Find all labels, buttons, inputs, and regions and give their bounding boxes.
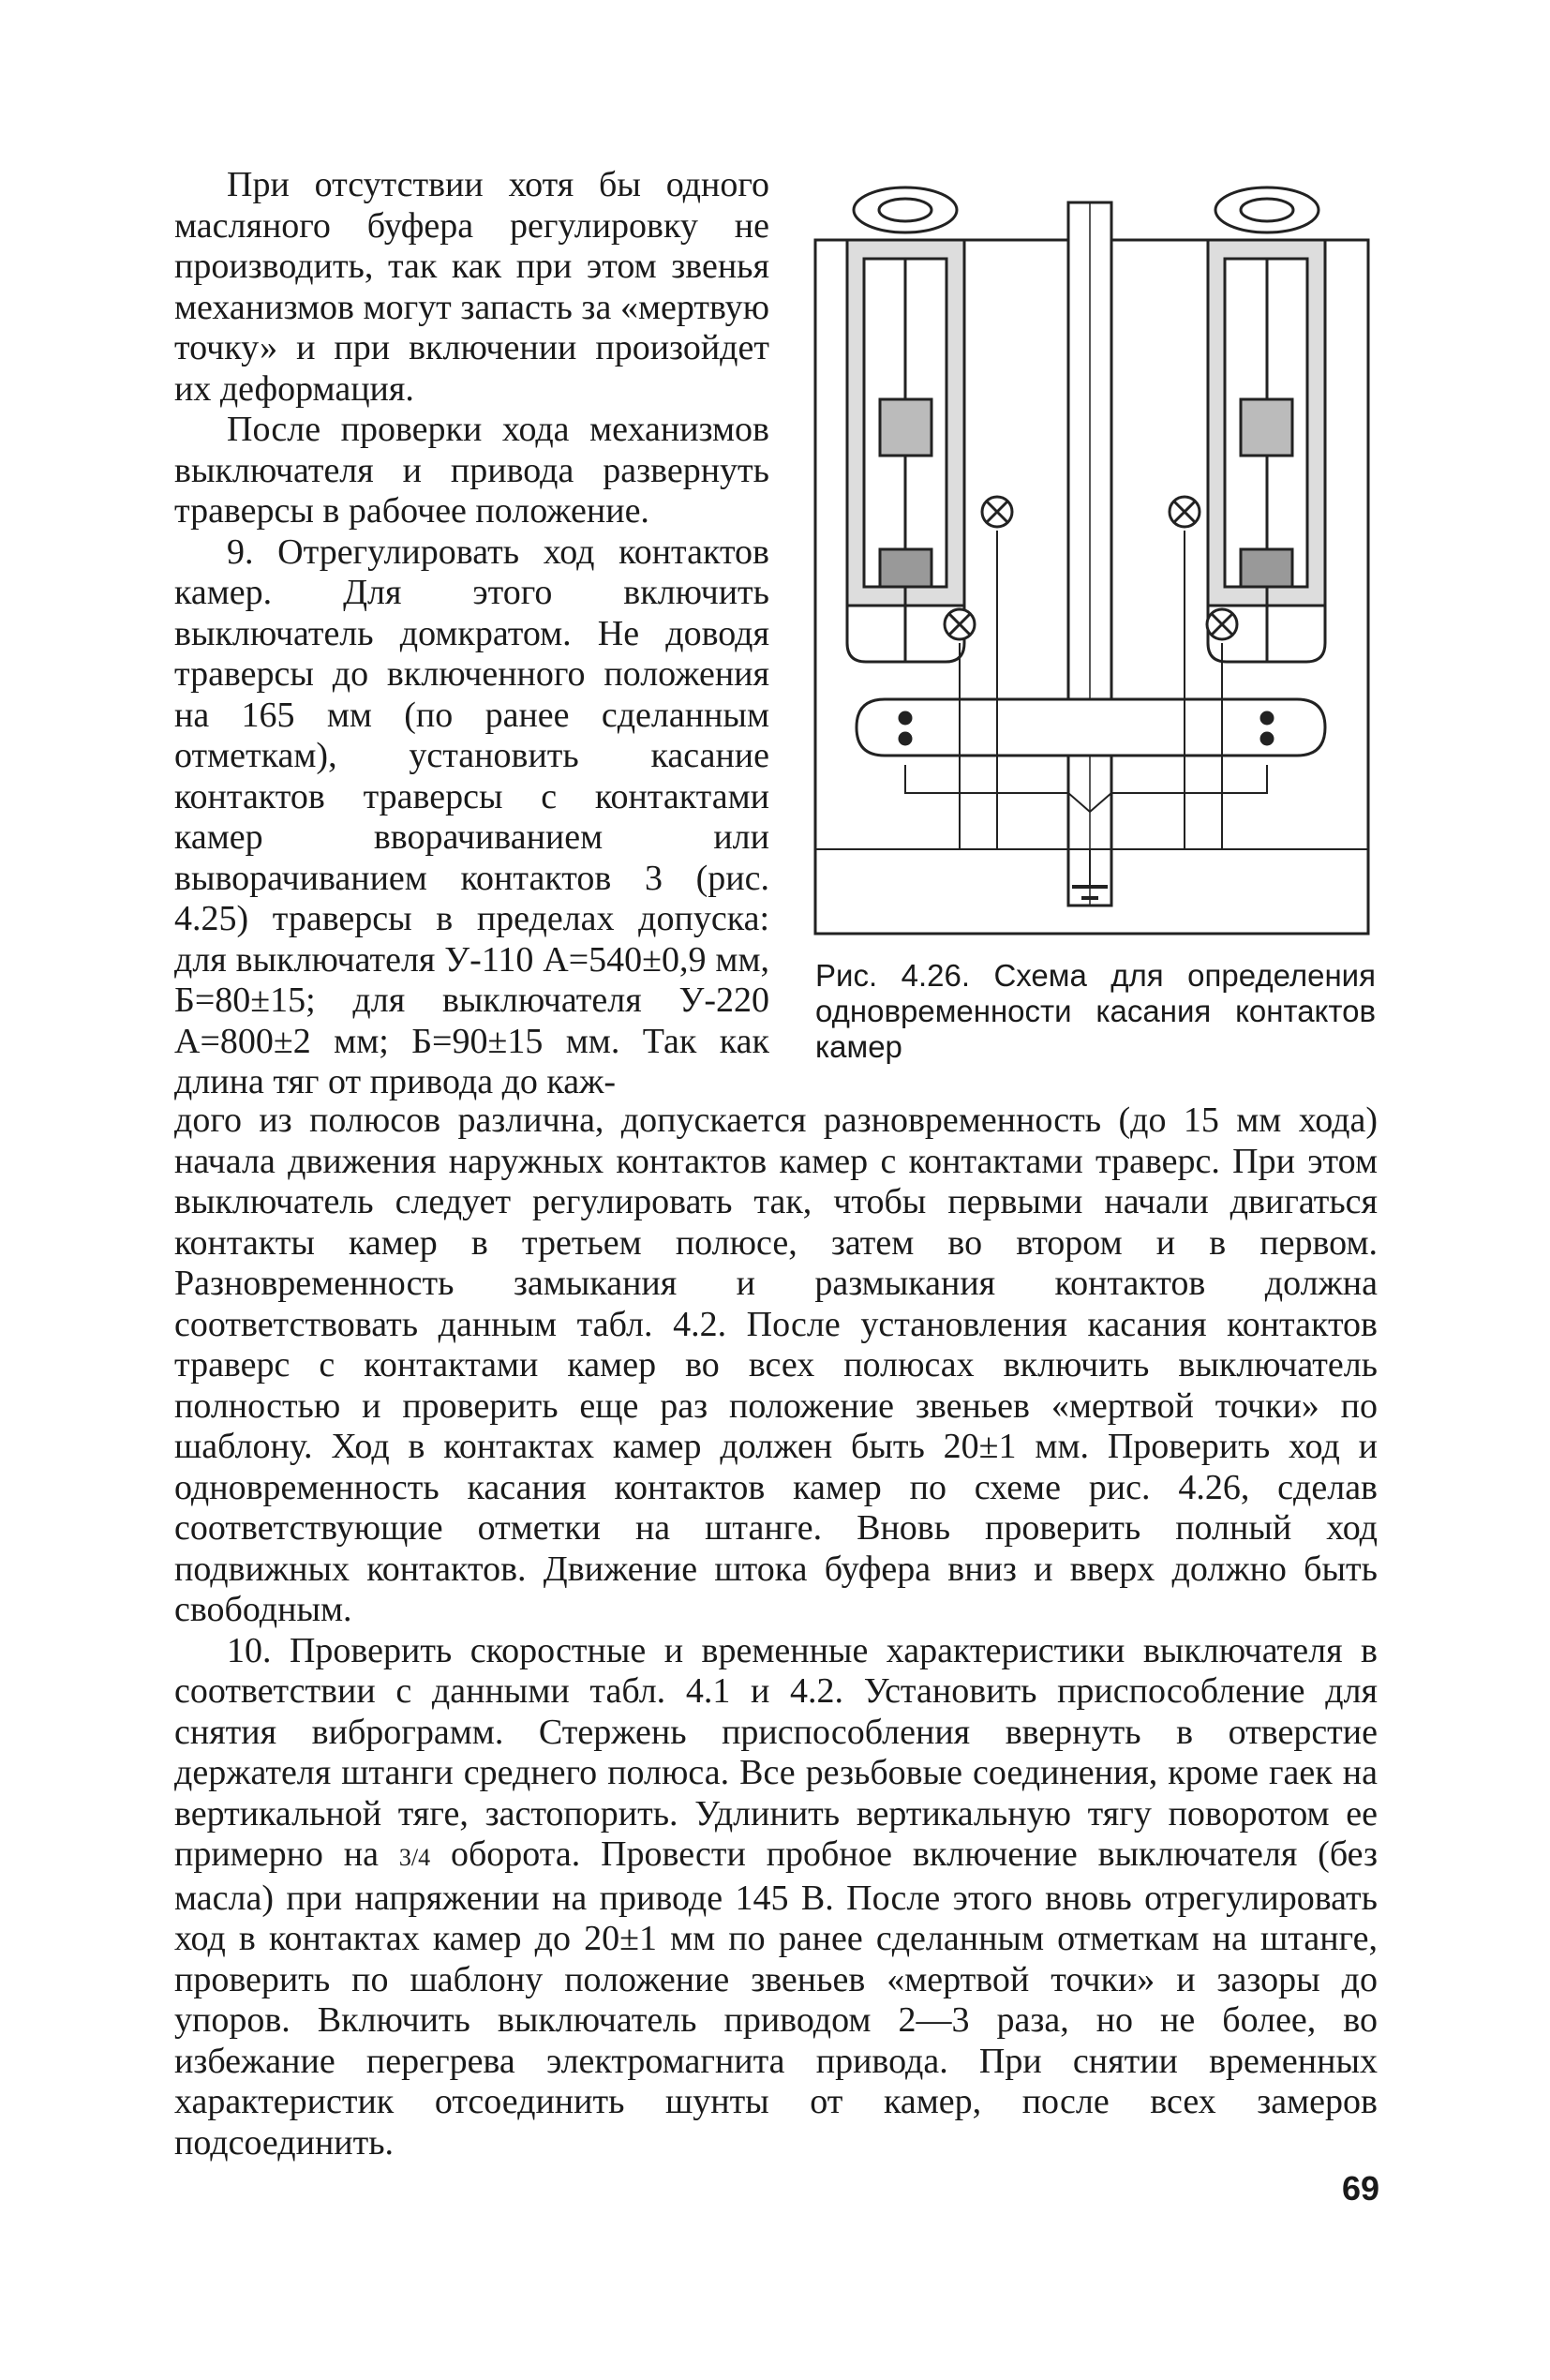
figure-caption: Рис. 4.26. Схема для определения одновременности касания контактов камер	[815, 958, 1376, 1064]
left-chamber	[847, 187, 964, 662]
fraction-three-quarters: 3/4	[398, 1844, 431, 1871]
paragraph-traverse-position: После проверки хода механизмов выключателя и привода развернуть траверсы в рабочее положение.	[174, 410, 769, 531]
paragraph-speed-part-a: 10. Проверить скоростные и временные характеристики выключателя в соответствии с данными табл. 4.1 и 4.2. Установить приспособление для снятия виброграмм. Стержень приспособления ввернуть в отверстие держателя штанги среднего полюса. Все резьбовые соединения, кроме гаек на вертикальной тяге, застопорить. Удлинить вертикальную тягу поворотом ее примерно на	[174, 1630, 1378, 1874]
left-text-column	[174, 165, 769, 1103]
right-chamber	[1208, 187, 1325, 662]
paragraph-contact-adjustment-continued: дого из полюсов различна, допускается разновременность (до 15 мм хода) начала движения наружных контактов камер с контактами траверс. При этом выключатель следует регулировать так, чтобы первыми начали двигаться контакты камер в третьем полюсе, затем во втором и в первом. Разновременность замыкания и размыкания контактов должна соответствовать данным табл. 4.2. После установления касания контактов траверс с контактами камер во всех полюсах включить выключатель полностью и проверить еще раз положение звеньев «мертвой точки» по шаблону. Ход в контактах камер должен быть 20±1 мм. Проверить ход и одновременность касания контактов камер по схеме рис. 4.26, сделав соответствующие отметки на штанге. Вновь проверить полный ход подвижных контактов. Движение штока буфера вниз и вверх должно быть свободным.	[174, 1100, 1378, 1629]
paragraph-speed-part-b: оборота. Провести пробное включение выключателя (без масла) при напряжении на приводе 145 В. После этого вновь отрегулировать ход в контактах камер до 20±1 мм по ранее сделанным отметкам на штанге, проверить по шаблону положение звеньев «мертвой точки» и зазоры до упоров. Включить выключатель приводом 2—3 раза, но не более, во избежание перегрева электромагнита привода. При снятии временных характеристик отсоединить шунты от камер, после всех замеров подсоединить.	[174, 1834, 1379, 2163]
lamp-icon	[982, 497, 1012, 527]
lamp-icon	[945, 609, 975, 639]
lamp-icon	[1170, 497, 1200, 527]
traverse-bar	[857, 699, 1325, 756]
paragraph-contact-adjustment: 9. Отрегулировать ход контактов камер. Для этого включить выключатель домкратом. Не доводя траверсы до включенного положения на 165 мм (по ранее сделанным отметкам), установить касание контактов траверсы с контактами камер вворачиванием или выворачиванием контактов 3 (рис. 4.25) траверсы в пределах допуска: для выключателя У-110 А=540±0,9 мм, Б=80±15; для выключателя У-220 А=800±2 мм; Б=90±15 мм. Так как длина тяг от привода до каж-	[174, 531, 769, 1101]
page-number: 69	[1342, 2169, 1380, 2208]
figure-4-26-diagram	[810, 174, 1372, 943]
paragraph-buffer-warning: При отсутствии хотя бы одного масляного буфера регулировку не производить, так как при этом звенья механизмов могут запасть за «мертвую точку» и при включении произойдет их деформация.	[174, 165, 769, 409]
paragraph-speed-characteristics	[174, 1631, 1378, 2164]
lamp-icon	[1207, 609, 1237, 639]
full-width-text	[174, 1100, 1378, 2163]
